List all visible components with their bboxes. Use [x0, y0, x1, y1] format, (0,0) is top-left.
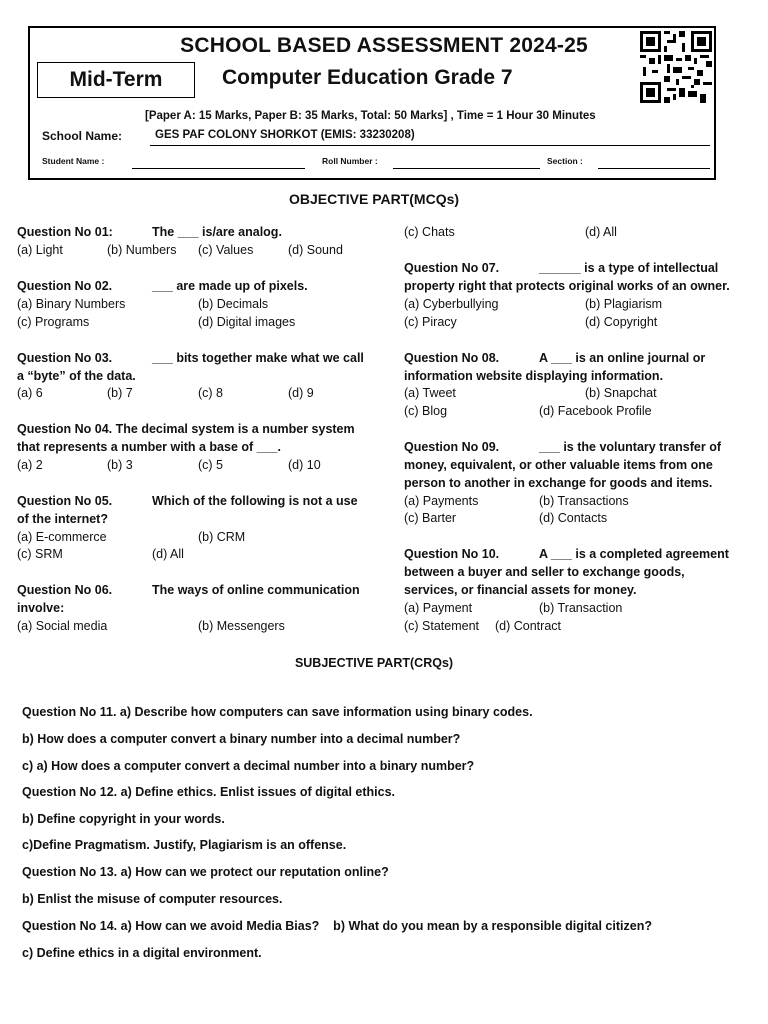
- crq-line: Question No 12. a) Define ethics. Enlist issues of digital ethics.: [22, 785, 396, 799]
- q8-text: A ___ is an online journal or: [539, 351, 706, 365]
- q8-number: Question No 08.: [404, 351, 500, 365]
- q1-option-b: (b) Numbers: [107, 243, 177, 257]
- q2-number: Question No 02.: [17, 279, 113, 293]
- q10-option-c: (c) Statement: [404, 619, 480, 633]
- q5-option-a: (a) E-commerce: [17, 530, 107, 544]
- q9-option-c: (c) Barter: [404, 511, 457, 525]
- school-name-underline: [150, 145, 710, 146]
- q2-option-a: (a) Binary Numbers: [17, 297, 126, 311]
- crq-line: b) Define copyright in your words.: [22, 812, 225, 826]
- subjective-heading: SUBJECTIVE PART(CRQs): [294, 656, 454, 670]
- q4-option-c: (c) 5: [198, 458, 223, 472]
- school-name-label: School Name:: [42, 129, 123, 143]
- q9-option-b: (b) Transactions: [539, 494, 629, 508]
- q3-text: ___ bits together make what we call: [152, 351, 364, 365]
- q8-option-c: (c) Blog: [404, 404, 448, 418]
- q3-option-b: (b) 7: [107, 386, 133, 400]
- q7-option-c: (c) Piracy: [404, 315, 457, 329]
- q1-text: The ___ is/are analog.: [152, 225, 282, 239]
- objective-heading: OBJECTIVE PART(MCQs): [288, 191, 460, 207]
- q4-text: Question No 04. The decimal system is a number system: [17, 422, 355, 436]
- q6-option-b: (b) Messengers: [198, 619, 285, 633]
- q4-option-b: (b) 3: [107, 458, 133, 472]
- q3-text-continued: a “byte” of the data.: [17, 369, 136, 383]
- q7-option-b: (b) Plagiarism: [585, 297, 663, 311]
- q5-text-continued: of the internet?: [17, 512, 108, 526]
- crq-line: Question No 11. a) Describe how computers can save information using binary codes.: [22, 705, 533, 719]
- q3-option-a: (a) 6: [17, 386, 43, 400]
- q10-option-a: (a) Payment: [404, 601, 473, 615]
- q2-option-c: (c) Programs: [17, 315, 90, 329]
- q6-option-d: (d) All: [585, 225, 617, 239]
- q7-text-continued: property right that protects original works of an owner.: [404, 279, 730, 293]
- q10-number: Question No 10.: [404, 547, 500, 561]
- q9-text: ___ is the voluntary transfer of: [539, 440, 722, 454]
- q7-option-d: (d) Copyright: [585, 315, 658, 329]
- q1-number: Question No 01:: [17, 225, 113, 239]
- crq-line: Question No 13. a) How can we protect our reputation online?: [22, 865, 389, 879]
- q9-text-continued: money, equivalent, or other valuable items from one: [404, 458, 713, 472]
- q6-text: The ways of online communication: [152, 583, 360, 597]
- q10-text: A ___ is a completed agreement: [539, 547, 729, 561]
- crq-line: Question No 14. a) How can we avoid Media Bias? b) What do you mean by a responsible digital citizen?: [22, 919, 652, 933]
- q8-option-b: (b) Snapchat: [585, 386, 657, 400]
- q9-option-a: (a) Payments: [404, 494, 479, 508]
- section-label: Section :: [547, 156, 583, 166]
- q6-text-continued: involve:: [17, 601, 65, 615]
- marks-info: [Paper A: 15 Marks, Paper B: 35 Marks, Total: 50 Marks] , Time = 1 Hour 30 Minutes: [145, 110, 596, 122]
- q6-number: Question No 06.: [17, 583, 113, 597]
- q1-option-d: (d) Sound: [288, 243, 343, 257]
- q5-number: Question No 05.: [17, 494, 113, 508]
- q10-text-continued: between a buyer and seller to exchange goods,: [404, 565, 685, 579]
- q9-option-d: (d) Contacts: [539, 511, 608, 525]
- q7-option-a: (a) Cyberbullying: [404, 297, 499, 311]
- q5-text: Which of the following is not a use: [152, 494, 358, 508]
- q5-option-d: (d) All: [152, 547, 184, 561]
- section-field: [598, 168, 710, 169]
- q4-text-continued: that represents a number with a base of ___.: [17, 440, 281, 454]
- q6-option-a: (a) Social media: [17, 619, 108, 633]
- q7-number: Question No 07.: [404, 261, 500, 275]
- qr-code-icon: [640, 31, 712, 103]
- crq-line: b) Enlist the misuse of computer resources.: [22, 892, 283, 906]
- student-name-label: Student Name :: [42, 156, 105, 166]
- school-name-value: GES PAF COLONY SHORKOT (EMIS: 33230208): [155, 129, 415, 141]
- exam-title: SCHOOL BASED ASSESSMENT 2024-25: [180, 34, 588, 57]
- q9-number: Question No 09.: [404, 440, 500, 454]
- q1-option-c: (c) Values: [198, 243, 254, 257]
- q3-option-c: (c) 8: [198, 386, 223, 400]
- q8-option-a: (a) Tweet: [404, 386, 456, 400]
- q6-option-c: (c) Chats: [404, 225, 455, 239]
- q8-text-continued: information website displaying information.: [404, 369, 664, 383]
- q1-option-a: (a) Light: [17, 243, 63, 257]
- roll-number-label: Roll Number :: [322, 156, 378, 166]
- q4-option-a: (a) 2: [17, 458, 43, 472]
- q3-number: Question No 03.: [17, 351, 113, 365]
- q2-option-d: (d) Digital images: [198, 315, 296, 329]
- q4-option-d: (d) 10: [288, 458, 321, 472]
- q10-text-continued-2: services, or financial assets for money.: [404, 583, 637, 597]
- crq-line: b) How does a computer convert a binary number into a decimal number?: [22, 732, 461, 746]
- roll-number-field: [393, 168, 540, 169]
- q2-text: ___ are made up of pixels.: [152, 279, 308, 293]
- subject-title: Computer Education Grade 7: [222, 66, 513, 89]
- q10-option-d: (d) Contract: [495, 619, 561, 633]
- q7-text: ______ is a type of intellectual: [539, 261, 719, 275]
- q10-option-b: (b) Transaction: [539, 601, 623, 615]
- student-name-field: [132, 168, 305, 169]
- q2-option-b: (b) Decimals: [198, 297, 269, 311]
- q3-option-d: (d) 9: [288, 386, 314, 400]
- q8-option-d: (d) Facebook Profile: [539, 404, 652, 418]
- term-label: Mid-Term: [37, 62, 195, 98]
- crq-line: c) Define ethics in a digital environment.: [22, 946, 262, 960]
- q9-text-continued-2: person to another in exchange for goods and items.: [404, 476, 713, 490]
- crq-line: c) a) How does a computer convert a decimal number into a binary number?: [22, 759, 475, 773]
- crq-line: c)Define Pragmatism. Justify, Plagiarism is an offense.: [22, 838, 347, 852]
- q5-option-c: (c) SRM: [17, 547, 63, 561]
- q5-option-b: (b) CRM: [198, 530, 246, 544]
